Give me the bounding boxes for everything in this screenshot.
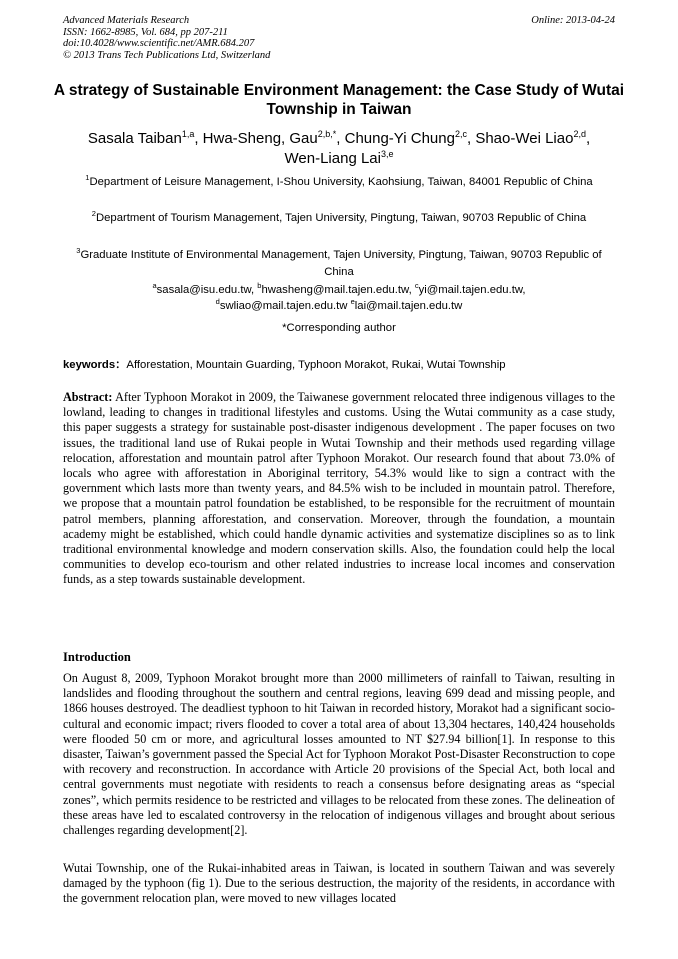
author-separator: ,	[194, 130, 203, 147]
affiliation-number: 1	[85, 173, 90, 183]
keywords-line	[63, 357, 623, 373]
author-list	[40, 129, 638, 168]
keywords-text: Afforestation, Mountain Guarding, Typhoon Morakot, Rukai, Wutai Township	[126, 359, 506, 371]
email-address: swliao@mail.tajen.edu.tw	[219, 300, 351, 312]
online-date: Online: 2013-04-24	[531, 15, 615, 26]
author-affil-sup: 1,a	[181, 129, 195, 139]
abstract-paragraph	[63, 390, 615, 588]
author-affil-sup: 2,d	[573, 129, 586, 139]
paper-title: A strategy of Sustainable Environment Management: the Case Study of Wutai Township in Taiwan	[53, 82, 625, 118]
email-address: hwasheng@mail.tajen.edu.tw,	[261, 284, 415, 296]
affiliation	[63, 247, 615, 281]
email-address: lai@mail.tajen.edu.tw	[354, 300, 463, 312]
email-sup: d	[215, 297, 220, 307]
keywords-label: keywords：	[63, 359, 127, 371]
author-affil-sup: 2,c	[454, 129, 467, 139]
author-name: Hwa-Sheng, Gau	[202, 130, 318, 147]
author-separator: ,	[336, 130, 345, 147]
email-address: yi@mail.tajen.edu.tw,	[418, 284, 526, 296]
author-name: Shao-Wei Liao	[475, 130, 574, 147]
introduction-paragraph: Wutai Township, one of the Rukai-inhabited areas in Taiwan, is located in southern Taiwan and was severely damaged by the typhoon (fig 1). Due to the serious destruction, the majority of the residents, in accordance with the government relocation plan, were moved to new villages located	[63, 861, 615, 906]
abstract-label: Abstract:	[63, 390, 113, 404]
journal-header	[63, 15, 615, 61]
author-name: Wen-Liang Lai	[284, 149, 381, 167]
affiliation-text: Graduate Institute of Environmental Management, Tajen University, Pingtung, Taiwan, 90703 Republic of China	[80, 249, 602, 278]
author-separator: ,	[585, 130, 591, 147]
affiliation-text: Department of Tourism Management, Tajen University, Pingtung, Taiwan, 90703 Republic of China	[95, 212, 587, 224]
author-name: Chung-Yi Chung	[344, 130, 455, 147]
email-sup: b	[257, 281, 262, 291]
author-affil-sup: 3,e	[380, 148, 394, 159]
author-emails	[63, 282, 615, 314]
journal-name: Advanced Materials Research	[63, 15, 190, 26]
affiliation-text: Department of Leisure Management, I-Shou University, Kaohsiung, Taiwan, 84001 Republic of China	[89, 176, 593, 188]
section-heading-introduction: Introduction	[63, 650, 131, 664]
issn-line: ISSN: 1662-8985, Vol. 684, pp 207-211	[63, 26, 228, 38]
author-separator: ,	[466, 130, 476, 147]
abstract-text: After Typhoon Morakot in 2009, the Taiwanese government relocated three indigenous villages to the lowland, leading to changes in traditional lifestyles and customs. Using the Wutai community as a case study, this paper suggests a strategy for sustainable post-disaster indigenous development . The paper focuses on two issues, the traditional land use of Rukai people in Wutai Township and their methods used regarding village relocation, afforestation and mountain patrol after Typhoon Morakot. Our research found that about 73.0% of locals who agree with afforestation in Aboriginal territory, 54.3% would like to sign a contract with the government which lasts more than twenty years, and 84.5% wish to be included in mountain patrol. Therefore, we propose that a mountain patrol foundation be established, to be responsible for the recruitment of mountain patrol members, planning afforestation, and conservation. Moreover, through the foundation, a mountain academy might be established, which could handle dynamic activities and systematize disciplines so as to link traditional environmental knowledge and modern conservation skills. Also, the foundation could help the local communities to develop eco-tourism and other related industries to increase local incomes and conservation funds, as a step towards sustainable development.	[63, 390, 615, 587]
copyright-line: © 2013 Trans Tech Publications Ltd, Switzerland	[63, 49, 271, 61]
introduction-paragraph: On August 8, 2009, Typhoon Morakot brought more than 2000 millimeters of rainfall to Taiwan, resulting in landslides and flooding throughout the southern and central regions, leaving 699 dead and missing people, and 1866 houses destroyed. The deadliest typhoon to hit Taiwan in recorded history, Morakot had a significant socio-cultural and economic impact; rivers flooded to cover a total area of about 13,304 hectares, 140,424 households were flooded 50 cm or more, and agricultural losses amounted to NT $27.94 billion[1]. In response to this disaster, Taiwan’s government passed the Special Act for Typhoon Morakot Post-Disaster Reconstruction to cope with recovery and reconstruction. In accordance with Article 20 provisions of the Special Act, both local and central governments must negotiate with residents to reach a consensus before designating areas as “special zones”, which permits residence to be restricted and villages to be relocated from these zones. The delineation of these areas have led to escalated controversy in the relocation of indigenous villages and brought about serious challenges regarding development[2].	[63, 671, 615, 838]
corresponding-author-note: *Corresponding author	[282, 322, 396, 334]
email-sup: a	[152, 281, 157, 291]
affiliation-number: 3	[76, 246, 81, 256]
email-sup: e	[350, 297, 355, 307]
doi-line: doi:10.4028/www.scientific.net/AMR.684.207	[63, 38, 255, 50]
email-address: sasala@isu.edu.tw,	[156, 284, 258, 296]
author-affil-sup: 2,b,*	[317, 129, 337, 139]
affiliation	[63, 210, 615, 227]
affiliation-number: 2	[91, 209, 96, 219]
affiliation	[63, 174, 615, 191]
email-sup: c	[414, 281, 419, 291]
author-name: Sasala Taiban	[87, 130, 182, 147]
